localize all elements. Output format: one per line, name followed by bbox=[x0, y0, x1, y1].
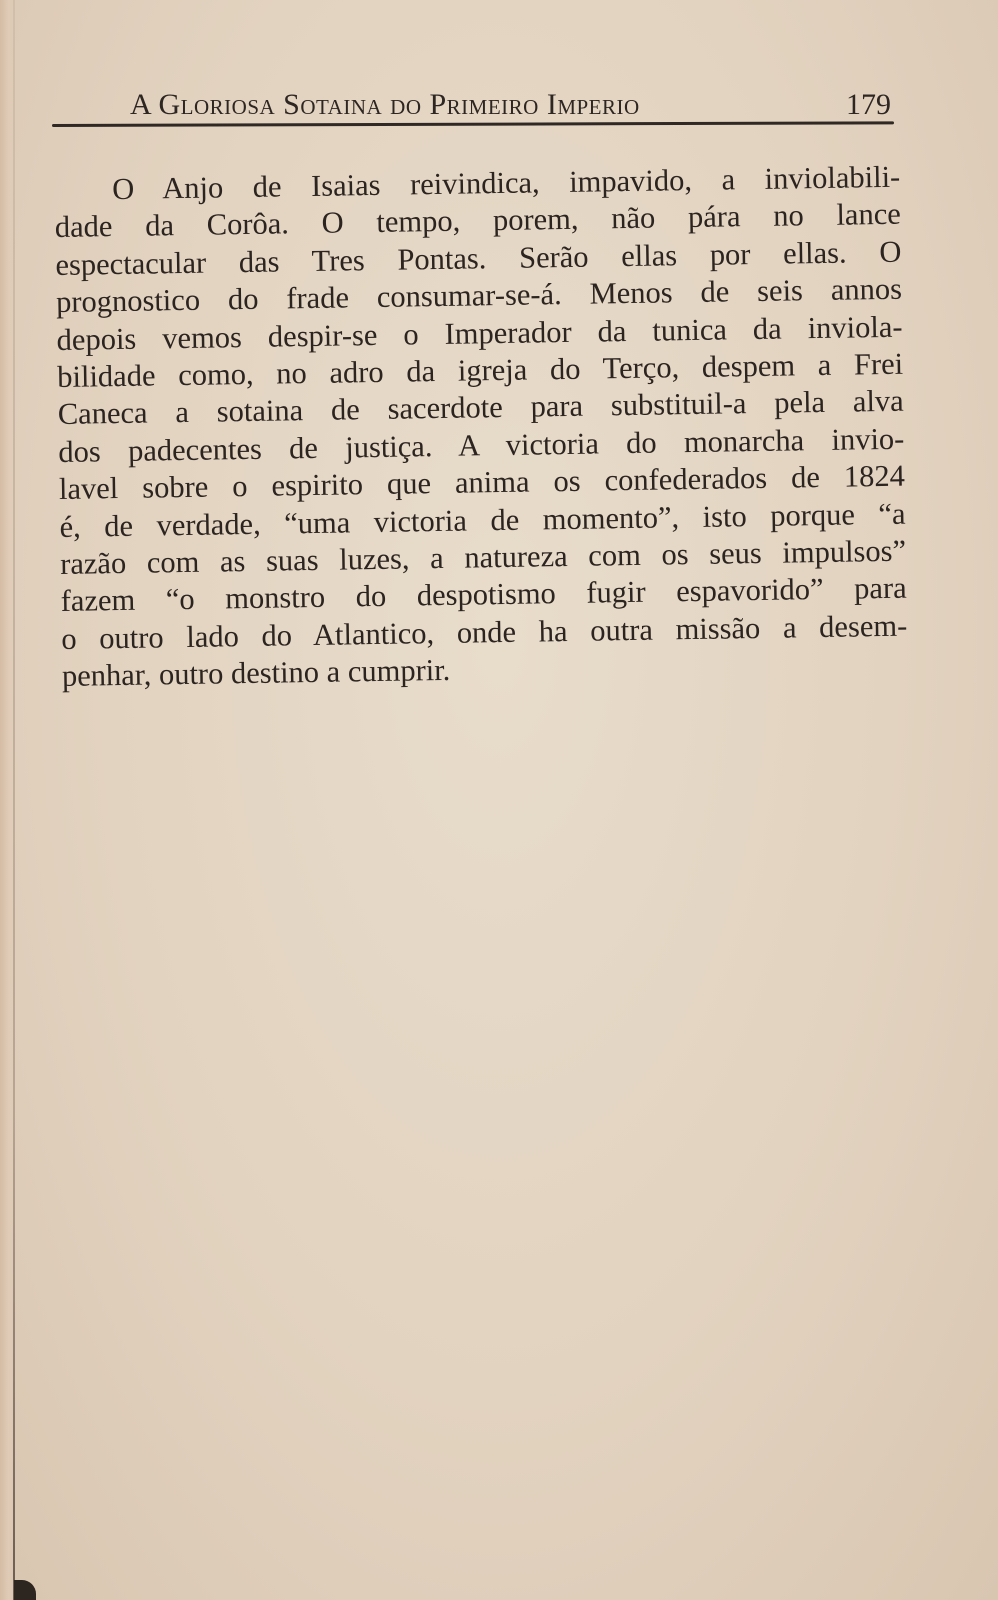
page-corner-shadow bbox=[14, 1580, 36, 1600]
text-line: fazem “o monstro do despotismo fugir espavorido” para bbox=[60, 570, 907, 619]
text-line: o outro lado do Atlantico, onde ha outra missão a desem- bbox=[61, 608, 908, 656]
text-line: razão com as suas luzes, a natureza com os seus impulsos” bbox=[59, 533, 907, 581]
text-line: prognostico do frade consumar-se-á. Menos de seis annos bbox=[55, 271, 903, 320]
body-paragraph bbox=[54, 159, 908, 696]
spine-shadow bbox=[0, 0, 14, 1600]
text-line: dos padecentes de justiça. A victoria do monarcha invio- bbox=[58, 421, 905, 469]
text-line: depois vemos despir-se o Imperador da tunica da inviola- bbox=[56, 309, 903, 357]
text-line: bilidade como, no adro da igreja do Terço, despem a Frei bbox=[56, 346, 904, 394]
running-head bbox=[130, 78, 895, 122]
text-line: é, de verdade, “uma victoria de momento”, isto porque “a bbox=[59, 496, 906, 544]
page-number: 179 bbox=[846, 88, 891, 121]
text-line: penhar, outro destino a cumprir. bbox=[61, 652, 451, 694]
text-line: Caneca a sotaina de sacerdote para substituil-a pela alva bbox=[57, 384, 904, 432]
text-line: O Anjo de Isaias reivindica, impavido, a inviolabili- bbox=[112, 159, 901, 207]
running-title: A Gloriosa Sotaina do Primeiro Imperio bbox=[130, 88, 640, 121]
text-line: dade da Corôa. O tempo, porem, não pára no lance bbox=[54, 197, 902, 245]
page-edge bbox=[13, 0, 15, 1600]
text-line: espectacular das Tres Pontas. Serão ellas por ellas. O bbox=[55, 234, 902, 282]
text-line: lavel sobre o espirito que anima os confederados de 1824 bbox=[58, 458, 906, 507]
header-rule bbox=[52, 121, 894, 127]
